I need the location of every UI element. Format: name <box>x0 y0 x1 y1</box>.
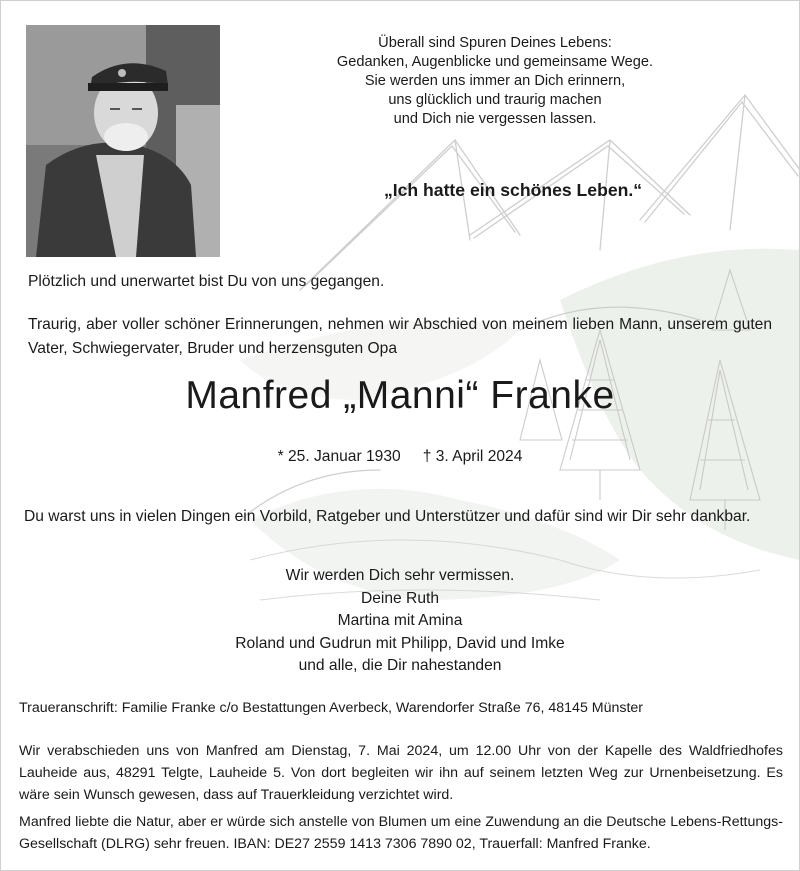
intro-line: Traurig, aber voller schöner Erinnerungen, nehmen wir Abschied von meinem lieben Mann, unserem guten <box>28 316 772 333</box>
death-date: † 3. April 2024 <box>422 448 523 465</box>
ceremony-line: Lauheide aus, 48291 Telgte, Lauheide 5. Von dort begleiten wir ihn auf seinem letzten Weg zur Urnenbeisetzung. Es <box>19 765 783 781</box>
poem-line: Überall sind Spuren Deines Lebens: <box>378 35 612 51</box>
poem-line: und Dich nie vergessen lassen. <box>393 111 597 127</box>
donation-line: Manfred liebte die Natur, aber er würde sich anstelle von Blumen um eine Zuwendung an die Deutsche Lebens-Rettungs- <box>19 814 783 830</box>
intro-line: Plötzlich und unerwartet bist Du von uns gegangen. <box>28 273 385 290</box>
family-line: Deine Ruth <box>360 589 439 607</box>
poem-verse <box>330 34 660 129</box>
donation-line: Gesellschaft (DLRG) sehr freuen. IBAN: DE27 2559 1413 7306 7890 02, Trauerfall: Manfred Franke. <box>19 836 651 852</box>
poem-line: Gedanken, Augenblicke und gemeinsame Wege. <box>336 54 654 70</box>
ceremony-line: Wir verabschieden uns von Manfred am Dienstag, 7. Mai 2024, um 12.00 Uhr von der Kapelle des Waldfriedhofes <box>19 743 783 759</box>
family-line: Roland und Gudrun mit Philipp, David und Imke <box>235 634 565 652</box>
tribute-text: Du warst uns in vielen Dingen ein Vorbild, Ratgeber und Unterstützer und dafür sind wir Dir sehr dankbar. <box>24 508 751 525</box>
birth-date: * 25. Januar 1930 <box>277 448 401 465</box>
family-signatures <box>0 565 800 678</box>
intro-line: Vater, Schwiegervater, Bruder und herzensguten Opa <box>28 340 397 357</box>
family-line: und alle, die Dir nahestanden <box>298 657 502 674</box>
poem-line: Sie werden uns immer an Dich erinnern, <box>364 73 626 89</box>
portrait-photo <box>26 25 220 257</box>
family-line: Wir werden Dich sehr vermissen. <box>285 567 515 584</box>
ceremony-line: wäre sein Wunsch gewesen, dass auf Trauerkleidung verzichtet wird. <box>19 787 454 803</box>
quote: „Ich hatte ein schönes Leben.“ <box>383 180 643 200</box>
mourning-address: Traueranschrift: Familie Franke c/o Bestattungen Averbeck, Warendorfer Straße 76, 48145 Münster <box>19 700 644 716</box>
poem-line: uns glücklich und traurig machen <box>388 92 602 108</box>
deceased-name: Manfred „Manni“ Franke <box>185 374 615 417</box>
family-line: Martina mit Amina <box>337 612 463 629</box>
life-dates <box>0 448 800 466</box>
